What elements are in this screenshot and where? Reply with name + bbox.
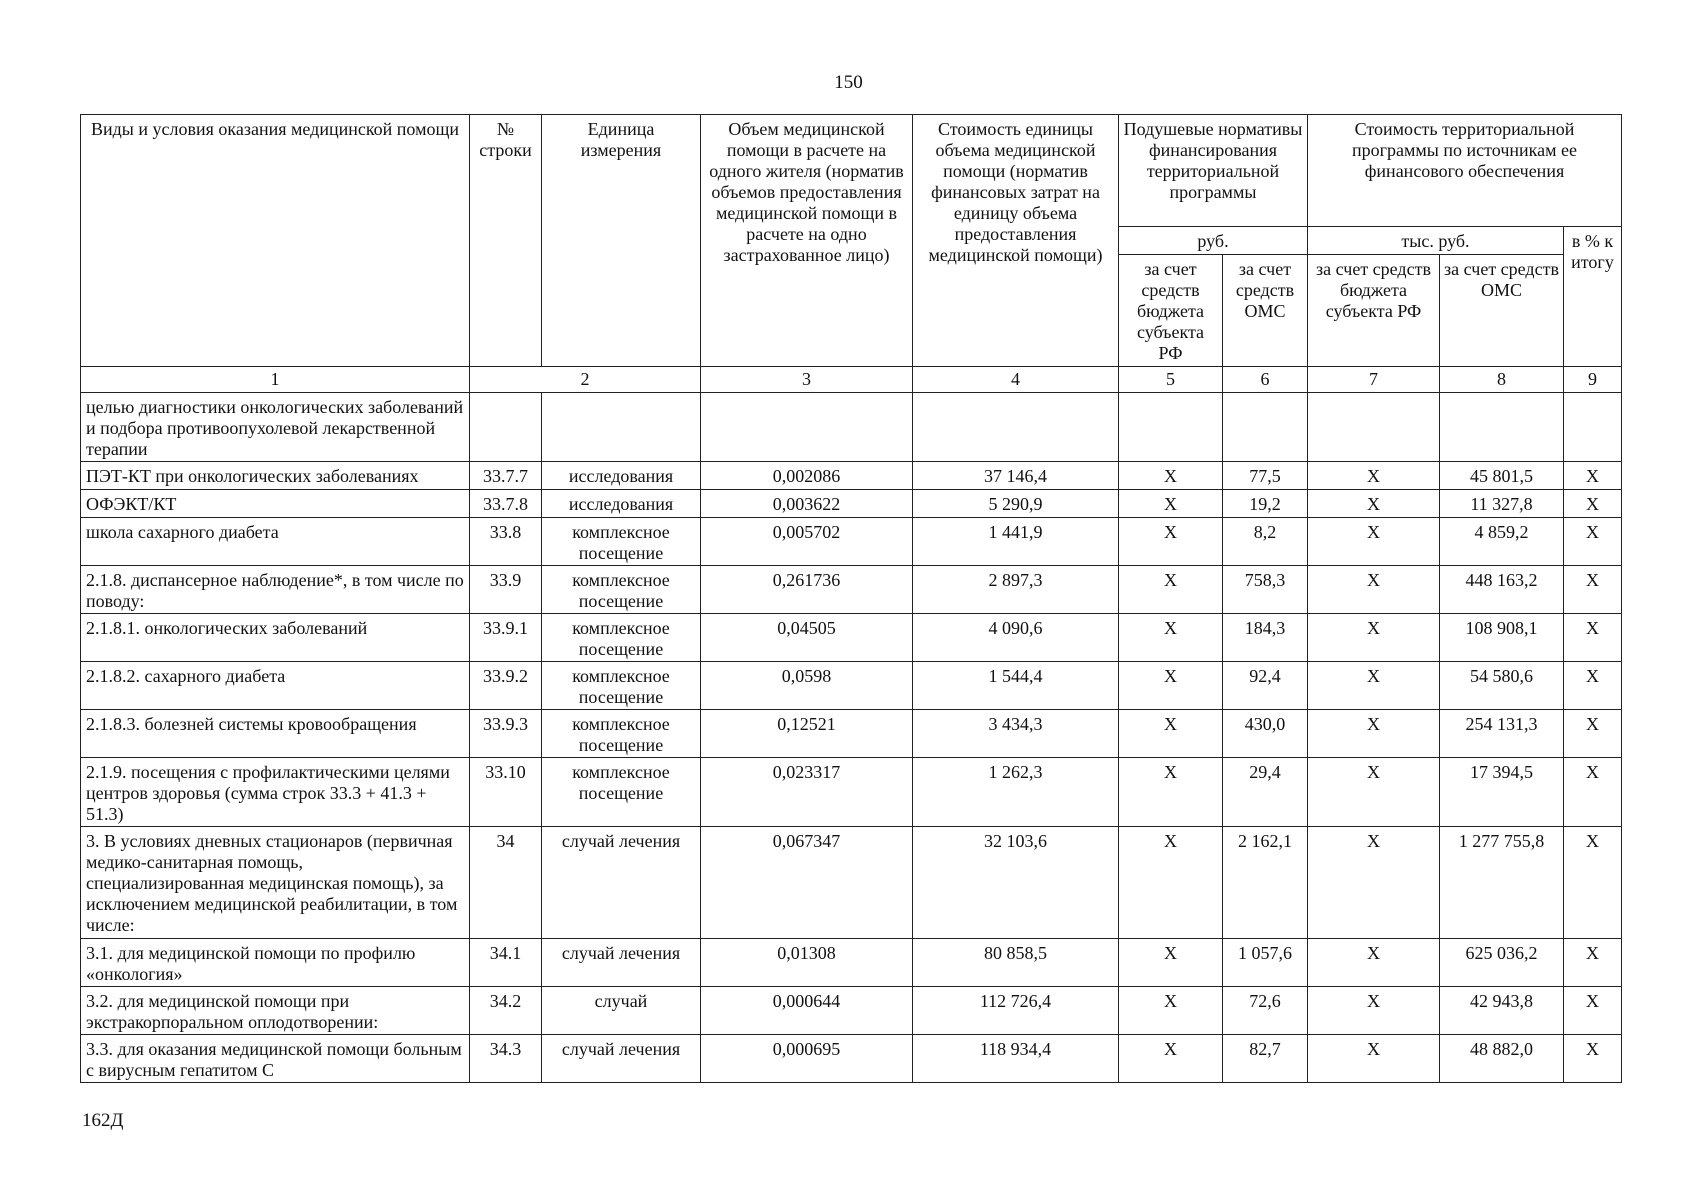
row-description: 3.2. для медицинской помощи при экстракорпоральном оплодотворении:: [81, 987, 470, 1035]
header-budget-rub: за счет средств бюджета субъекта РФ: [1119, 255, 1223, 367]
row-cost-budget: X: [1308, 939, 1440, 987]
row-cost-oms: 108 908,1: [1440, 614, 1564, 662]
row-cost-budget: X: [1308, 1035, 1440, 1083]
table-row: [81, 987, 1622, 1035]
row-cost-budget: X: [1308, 490, 1440, 518]
row-unit: случай: [542, 987, 701, 1035]
row-volume: 0,12521: [701, 710, 913, 758]
row-volume: 0,04505: [701, 614, 913, 662]
row-cost-budget: X: [1308, 710, 1440, 758]
row-unit: комплексное посещение: [542, 758, 701, 827]
row-per-capita-oms: 184,3: [1223, 614, 1308, 662]
financing-table: [80, 114, 1622, 1083]
row-per-capita-budget: X: [1119, 662, 1223, 710]
row-cost-budget: X: [1308, 827, 1440, 939]
row-pct-total: X: [1564, 662, 1622, 710]
row-description: 3. В условиях дневных стационаров (первичная медико-санитарная помощь, специализированная медицинская помощь), за исключением медицинской реабилитации, в том числе:: [81, 827, 470, 939]
row-number: 33.10: [470, 758, 542, 827]
table-row: [81, 566, 1622, 614]
row-number: 33.7.7: [470, 462, 542, 490]
row-pct-total: X: [1564, 566, 1622, 614]
row-cost-oms: 625 036,2: [1440, 939, 1564, 987]
row-volume: 0,023317: [701, 758, 913, 827]
row-per-capita-budget: X: [1119, 462, 1223, 490]
row-per-capita-budget: X: [1119, 827, 1223, 939]
row-per-capita-budget: [1119, 393, 1223, 462]
table-row: [81, 827, 1622, 939]
column-number-5: 5: [1119, 367, 1223, 393]
row-number: 33.9.2: [470, 662, 542, 710]
row-cost-oms: 45 801,5: [1440, 462, 1564, 490]
row-cost-budget: X: [1308, 662, 1440, 710]
row-unit-cost: 1 441,9: [913, 518, 1119, 566]
row-number: 33.9: [470, 566, 542, 614]
row-unit-cost: 4 090,6: [913, 614, 1119, 662]
row-per-capita-oms: 19,2: [1223, 490, 1308, 518]
row-unit: случай лечения: [542, 1035, 701, 1083]
row-per-capita-oms: 82,7: [1223, 1035, 1308, 1083]
row-per-capita-oms: 8,2: [1223, 518, 1308, 566]
row-per-capita-budget: X: [1119, 518, 1223, 566]
row-number: 33.8: [470, 518, 542, 566]
row-volume: 0,01308: [701, 939, 913, 987]
row-description: школа сахарного диабета: [81, 518, 470, 566]
row-unit-cost: 1 544,4: [913, 662, 1119, 710]
row-unit: исследования: [542, 490, 701, 518]
row-number: [470, 393, 542, 462]
row-pct-total: X: [1564, 827, 1622, 939]
row-pct-total: [1564, 393, 1622, 462]
row-number: 34.3: [470, 1035, 542, 1083]
header-type: Виды и условия оказания медицинской помощи: [81, 115, 470, 367]
row-per-capita-oms: 758,3: [1223, 566, 1308, 614]
row-volume: 0,000644: [701, 987, 913, 1035]
row-pct-total: X: [1564, 939, 1622, 987]
row-cost-oms: [1440, 393, 1564, 462]
row-unit: комплексное посещение: [542, 614, 701, 662]
table-row: [81, 710, 1622, 758]
row-number: 33.7.8: [470, 490, 542, 518]
header-unit: Единица измерения: [542, 115, 701, 367]
row-unit-cost: 112 726,4: [913, 987, 1119, 1035]
table-row: [81, 758, 1622, 827]
row-per-capita-oms: 430,0: [1223, 710, 1308, 758]
row-cost-budget: X: [1308, 566, 1440, 614]
row-cost-oms: 254 131,3: [1440, 710, 1564, 758]
row-cost-oms: 1 277 755,8: [1440, 827, 1564, 939]
row-cost-oms: 48 882,0: [1440, 1035, 1564, 1083]
row-per-capita-oms: 1 057,6: [1223, 939, 1308, 987]
row-cost-budget: X: [1308, 518, 1440, 566]
row-unit: случай лечения: [542, 827, 701, 939]
row-description: 2.1.8.1. онкологических заболеваний: [81, 614, 470, 662]
table-row: [81, 939, 1622, 987]
row-volume: 0,067347: [701, 827, 913, 939]
column-number-9: 9: [1564, 367, 1622, 393]
row-number: 34.2: [470, 987, 542, 1035]
row-per-capita-budget: X: [1119, 614, 1223, 662]
row-unit-cost: 3 434,3: [913, 710, 1119, 758]
row-description: 2.1.8.3. болезней системы кровообращения: [81, 710, 470, 758]
table-row: [81, 462, 1622, 490]
row-cost-budget: X: [1308, 462, 1440, 490]
row-description: 2.1.8.2. сахарного диабета: [81, 662, 470, 710]
row-pct-total: X: [1564, 987, 1622, 1035]
row-volume: 0,005702: [701, 518, 913, 566]
row-cost-budget: [1308, 393, 1440, 462]
row-unit: случай лечения: [542, 939, 701, 987]
column-number-7: 7: [1308, 367, 1440, 393]
row-cost-oms: 17 394,5: [1440, 758, 1564, 827]
row-per-capita-oms: 72,6: [1223, 987, 1308, 1035]
header-oms-thousand: за счет средств ОМС: [1440, 255, 1564, 367]
row-per-capita-oms: 29,4: [1223, 758, 1308, 827]
row-unit-cost: 5 290,9: [913, 490, 1119, 518]
row-description: 3.3. для оказания медицинской помощи больным с вирусным гепатитом С: [81, 1035, 470, 1083]
row-per-capita-budget: X: [1119, 758, 1223, 827]
row-unit: комплексное посещение: [542, 710, 701, 758]
row-cost-oms: 448 163,2: [1440, 566, 1564, 614]
column-number-8: 8: [1440, 367, 1564, 393]
row-description: целью диагностики онкологических заболеваний и подбора противоопухолевой лекарственной терапии: [81, 393, 470, 462]
row-cost-budget: X: [1308, 987, 1440, 1035]
header-rub: руб.: [1119, 227, 1308, 255]
row-description: 2.1.8. диспансерное наблюдение*, в том числе по поводу:: [81, 566, 470, 614]
row-unit: [542, 393, 701, 462]
table-row: [81, 518, 1622, 566]
row-description: ОФЭКТ/КТ: [81, 490, 470, 518]
row-cost-oms: 42 943,8: [1440, 987, 1564, 1035]
row-per-capita-budget: X: [1119, 566, 1223, 614]
row-pct-total: X: [1564, 614, 1622, 662]
row-cost-oms: 11 327,8: [1440, 490, 1564, 518]
row-unit: исследования: [542, 462, 701, 490]
row-cost-budget: X: [1308, 614, 1440, 662]
row-volume: 0,003622: [701, 490, 913, 518]
row-number: 34: [470, 827, 542, 939]
table-row: [81, 614, 1622, 662]
header-program-cost: Стоимость территориальной программы по источникам ее финансового обеспечения: [1308, 115, 1622, 227]
header-per-capita: Подушевые нормативы финансирования территориальной программы: [1119, 115, 1308, 227]
row-unit: комплексное посещение: [542, 662, 701, 710]
row-per-capita-oms: 77,5: [1223, 462, 1308, 490]
page-number: 150: [834, 72, 863, 93]
column-number-1: 1: [81, 367, 470, 393]
row-per-capita-budget: X: [1119, 710, 1223, 758]
header-oms-rub: за счет средств ОМС: [1223, 255, 1308, 367]
row-unit-cost: 37 146,4: [913, 462, 1119, 490]
row-number: 33.9.3: [470, 710, 542, 758]
row-number: 34.1: [470, 939, 542, 987]
row-number: 33.9.1: [470, 614, 542, 662]
row-per-capita-oms: 92,4: [1223, 662, 1308, 710]
row-cost-oms: 54 580,6: [1440, 662, 1564, 710]
row-unit-cost: 32 103,6: [913, 827, 1119, 939]
header-row-number: № строки: [470, 115, 542, 367]
row-cost-budget: X: [1308, 758, 1440, 827]
row-volume: 0,0598: [701, 662, 913, 710]
row-pct-total: X: [1564, 490, 1622, 518]
row-per-capita-budget: X: [1119, 987, 1223, 1035]
column-number-2: 2: [470, 367, 701, 393]
row-pct-total: X: [1564, 758, 1622, 827]
row-cost-oms: 4 859,2: [1440, 518, 1564, 566]
header-pct-total: в % к итогу: [1564, 227, 1622, 367]
header-budget-thousand: за счет средств бюджета субъекта РФ: [1308, 255, 1440, 367]
header-thousand-rub: тыс. руб.: [1308, 227, 1564, 255]
table-row: [81, 490, 1622, 518]
row-unit-cost: 80 858,5: [913, 939, 1119, 987]
row-volume: [701, 393, 913, 462]
header-volume: Объем медицинской помощи в расчете на одного жителя (норматив объемов предоставления медицинской помощи в расчете на одно застрахованное лицо): [701, 115, 913, 367]
row-description: 3.1. для медицинской помощи по профилю «онкология»: [81, 939, 470, 987]
row-volume: 0,002086: [701, 462, 913, 490]
header-unit-cost: Стоимость единицы объема медицинской помощи (норматив финансовых затрат на единицу объема предоставления медицинской помощи): [913, 115, 1119, 367]
row-volume: 0,261736: [701, 566, 913, 614]
column-number-3: 3: [701, 367, 913, 393]
row-unit: комплексное посещение: [542, 566, 701, 614]
row-unit-cost: 2 897,3: [913, 566, 1119, 614]
row-unit-cost: [913, 393, 1119, 462]
row-volume: 0,000695: [701, 1035, 913, 1083]
column-number-6: 6: [1223, 367, 1308, 393]
row-unit-cost: 1 262,3: [913, 758, 1119, 827]
row-per-capita-oms: [1223, 393, 1308, 462]
table-row: [81, 393, 1622, 462]
row-per-capita-budget: X: [1119, 939, 1223, 987]
row-description: ПЭТ-КТ при онкологических заболеваниях: [81, 462, 470, 490]
table-row: [81, 1035, 1622, 1083]
row-pct-total: X: [1564, 1035, 1622, 1083]
footer-code: 162Д: [82, 1110, 124, 1131]
column-number-row: [81, 367, 1622, 393]
row-pct-total: X: [1564, 710, 1622, 758]
row-per-capita-budget: X: [1119, 1035, 1223, 1083]
table-row: [81, 662, 1622, 710]
row-unit-cost: 118 934,4: [913, 1035, 1119, 1083]
row-per-capita-oms: 2 162,1: [1223, 827, 1308, 939]
row-unit: комплексное посещение: [542, 518, 701, 566]
row-per-capita-budget: X: [1119, 490, 1223, 518]
column-number-4: 4: [913, 367, 1119, 393]
row-pct-total: X: [1564, 518, 1622, 566]
row-pct-total: X: [1564, 462, 1622, 490]
row-description: 2.1.9. посещения с профилактическими целями центров здоровья (сумма строк 33.3 + 41.3 + 51.3): [81, 758, 470, 827]
